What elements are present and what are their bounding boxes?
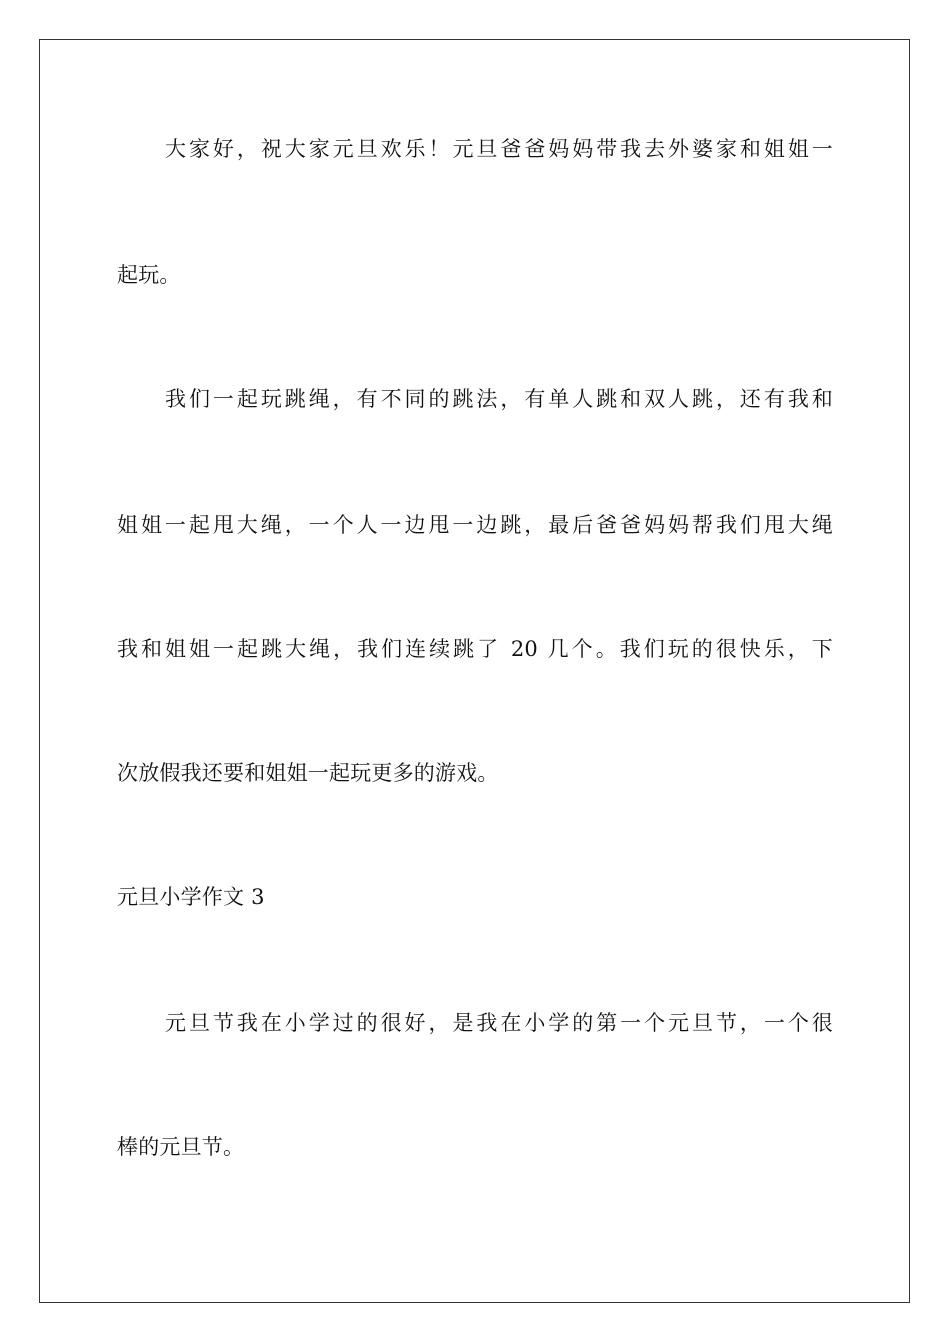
paragraph-line-3: 我们一起玩跳绳，有不同的跳法，有单人跳和双人跳，还有我和: [165, 387, 833, 411]
page-border: [39, 39, 910, 1303]
paragraph-line-1: 大家好，祝大家元旦欢乐！元旦爸爸妈妈带我去外婆家和姐姐一: [165, 137, 833, 161]
paragraph-line-4: 姐姐一起甩大绳，一个人一边甩一边跳，最后爸爸妈妈帮我们甩大绳: [117, 513, 833, 537]
section-heading: 元旦小学作文 3: [117, 885, 265, 909]
paragraph-line-6: 次放假我还要和姐姐一起玩更多的游戏。: [117, 761, 499, 785]
paragraph-line-2: 起玩。: [117, 263, 181, 287]
paragraph-line-8: 棒的元旦节。: [117, 1135, 245, 1159]
paragraph-line-5: 我和姐姐一起跳大绳，我们连续跳了 20 几个。我们玩的很快乐，下: [117, 637, 833, 661]
paragraph-line-7: 元旦节我在小学过的很好，是我在小学的第一个元旦节，一个很: [165, 1011, 833, 1035]
